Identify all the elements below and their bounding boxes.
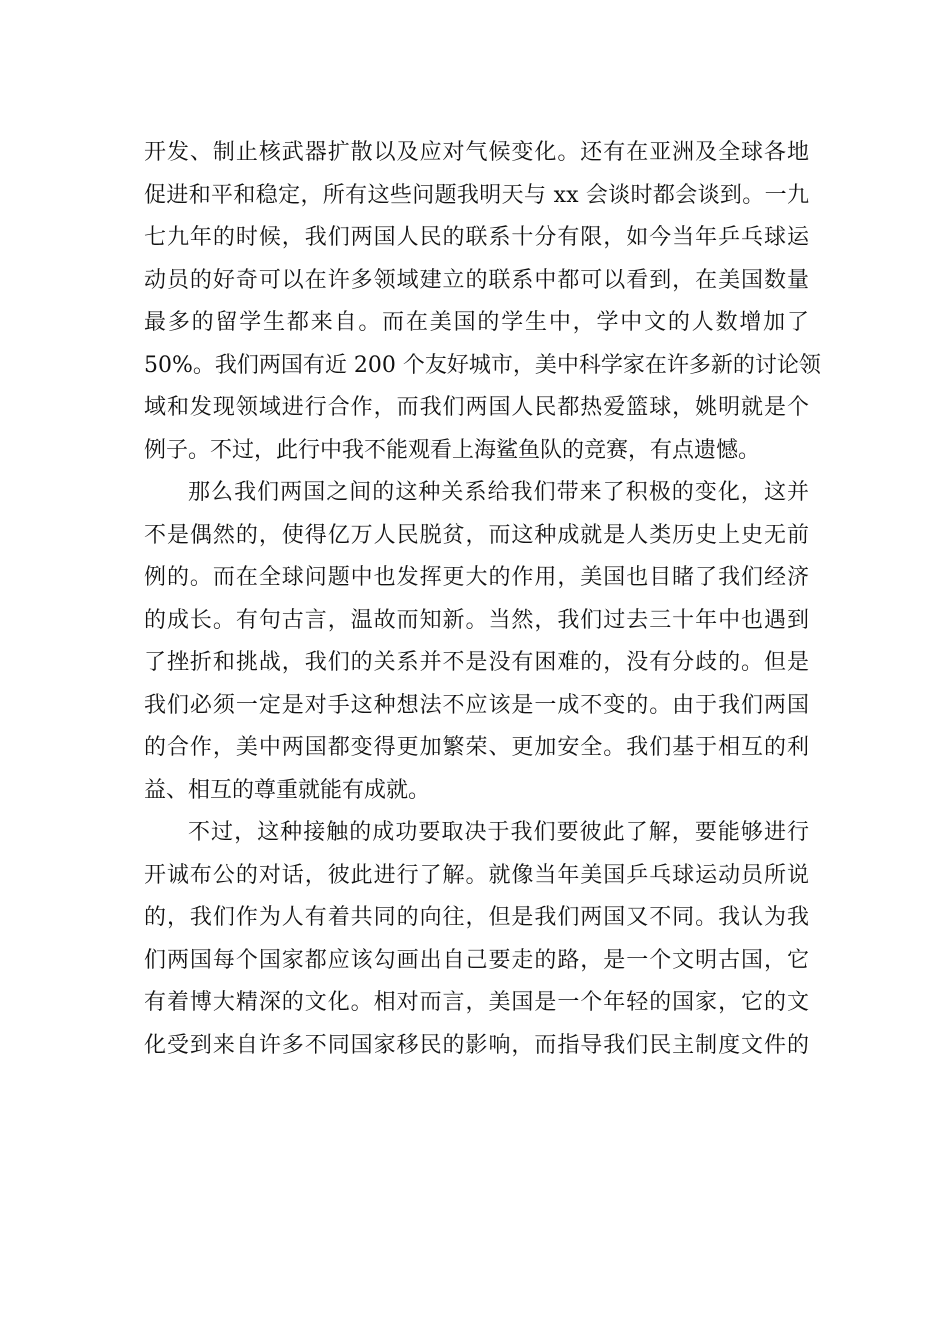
text-line: 50%。我们两国有近 200 个友好城市，美中科学家在许多新的讨论领 [144, 352, 821, 378]
text-line: 不过，这种接触的成功要取决于我们要彼此了解，要能够进行 [188, 820, 809, 845]
paragraph-2 [144, 472, 809, 812]
text-line: 开诚布公的对话，彼此进行了解。就像当年美国乒乓球运动员所说 [144, 862, 809, 888]
document-body [144, 132, 821, 1067]
text-line: 我们必须一定是对手这种想法不应该是一成不变的。由于我们两国 [144, 692, 809, 718]
text-line: 的成长。有句古言，温故而知新。当然，我们过去三十年中也遇到 [144, 607, 809, 633]
text-line: 有着博大精深的文化。相对而言，美国是一个年轻的国家，它的文 [144, 990, 809, 1015]
text-line: 们两国每个国家都应该勾画出自己要走的路，是一个文明古国，它 [144, 947, 809, 973]
text-line: 域和发现领域进行合作，而我们两国人民都热爱篮球，姚明就是个 [144, 395, 809, 420]
text-line: 开发、制止核武器扩散以及应对气候变化。还有在亚洲及全球各地 [144, 140, 809, 165]
text-line: 不是偶然的，使得亿万人民脱贫，而这种成就是人类历史上史无前 [144, 522, 809, 548]
paragraph-3 [144, 812, 809, 1067]
text-line: 促进和平和稳定，所有这些问题我明天与 xx 会谈时都会谈到。一九 [144, 182, 809, 208]
text-line: 那么我们两国之间的这种关系给我们带来了积极的变化，这并 [188, 480, 809, 505]
text-line: 例的。而在全球问题中也发挥更大的作用，美国也目睹了我们经济 [144, 565, 809, 590]
paragraph-1 [144, 132, 821, 472]
text-line: 动员的好奇可以在许多领域建立的联系中都可以看到，在美国数量 [144, 267, 809, 293]
text-line: 最多的留学生都来自。而在美国的学生中，学中文的人数增加了 [144, 310, 809, 335]
text-line: 例子。不过，此行中我不能观看上海鲨鱼队的竞赛，有点遗憾。 [144, 437, 761, 463]
text-line: 了挫折和挑战，我们的关系并不是没有困难的，没有分歧的。但是 [144, 650, 809, 675]
text-line: 益、相互的尊重就能有成就。 [144, 777, 431, 803]
text-line: 的，我们作为人有着共同的向往，但是我们两国又不同。我认为我 [144, 905, 809, 930]
text-line: 七九年的时候，我们两国人民的联系十分有限，如今当年乒乓球运 [144, 225, 809, 250]
text-line: 的合作，美中两国都变得更加繁荣、更加安全。我们基于相互的利 [144, 735, 809, 760]
text-line: 化受到来自许多不同国家移民的影响，而指导我们民主制度文件的 [144, 1032, 809, 1058]
